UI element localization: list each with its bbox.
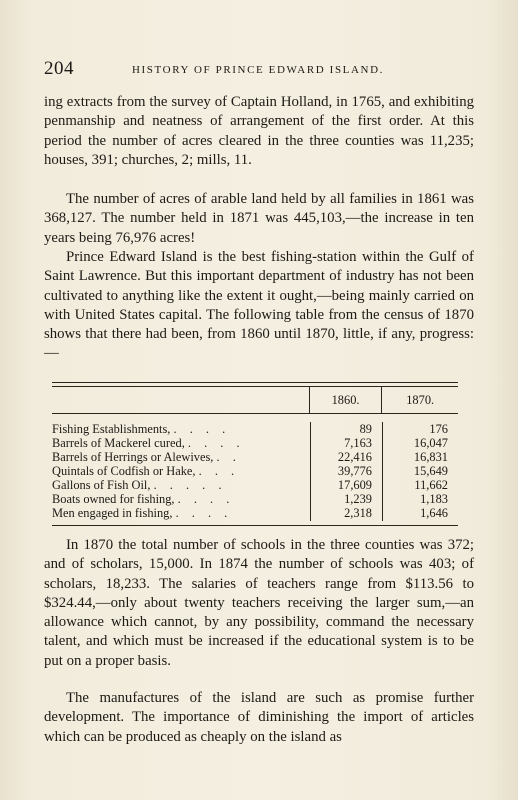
cell-1870: 1,646 (382, 507, 458, 521)
leader-dots: . . . . (177, 492, 235, 507)
row-label: Men engaged in fishing, (52, 506, 173, 521)
table-row (52, 507, 458, 521)
row-label: Gallons of Fish Oil, (52, 477, 151, 492)
table-row (52, 422, 458, 436)
fisheries-table (52, 382, 458, 526)
cell-1870: 1,183 (382, 492, 458, 506)
paragraph-schools: In 1870 the total number of schools in the three counties was 372; and of scholars, 15,000. In 1874 the number of schools was 403; of scholars, 18,233. The salaries of teachers range from $113.56 to $324.44,—only about twenty teachers receiving the larger sum,—an allowance which cannot, by any possibility, command the necessary talent, and which must be increased if the educational system is to be put on a proper basis. (44, 537, 474, 669)
table-row (52, 450, 458, 464)
leader-dots: . . (216, 449, 241, 464)
cell-1860: 22,416 (310, 450, 382, 464)
table-row (52, 492, 458, 506)
paragraph-arable-land: The number of acres of arable land held by all families in 1861 was 368,127. The number held in 1871 was 445,103,—the increase in ten years being 76,976 acres! (44, 191, 474, 246)
table-body (52, 414, 458, 526)
table-row (52, 478, 458, 492)
running-head: HISTORY OF PRINCE EDWARD ISLAND. (132, 64, 384, 76)
cell-1870: 16,831 (382, 450, 458, 464)
cell-1860: 2,318 (310, 507, 382, 521)
leader-dots: . . . . . (153, 477, 227, 492)
row-label: Boats owned for fishing, (52, 492, 175, 507)
cell-1870: 11,662 (382, 478, 458, 492)
cell-1860: 1,239 (310, 492, 382, 506)
table-row (52, 464, 458, 478)
leader-dots: . . . . (173, 421, 231, 436)
paragraph-holland-survey: ing extracts from the survey of Captain Holland, in 1765, and exhibiting penmanship and neatness of arrangement of the first order. At this period the number of acres cleared in the three counties was 11,235; houses, 391; churches, 2; mills, 11. (44, 94, 474, 168)
cell-1860: 7,163 (310, 436, 382, 450)
cell-1870: 176 (382, 422, 458, 436)
paragraph-fishing-station: Prince Edward Island is the best fishing-station within the Gulf of Saint Lawrence. But this important department of industry has not been cultivated to anything like the extent it ought,—being mainly carried on with United States capital. The following table from the census of 1870 shows that there had been, from 1860 until 1870, little, if any, progress:— (44, 249, 474, 362)
cell-1870: 16,047 (382, 436, 458, 450)
row-label: Barrels of Mackerel cured, (52, 435, 185, 450)
row-label: Barrels of Herrings or Alewives, (52, 449, 214, 464)
row-label: Fishing Establishments, (52, 421, 171, 436)
leader-dots: . . . . (187, 435, 245, 450)
leader-dots: . . . . (175, 506, 233, 521)
header-1860: 1860. (309, 387, 382, 413)
cell-1860: 89 (310, 422, 382, 436)
page-number: 204 (44, 58, 74, 79)
cell-1870: 15,649 (382, 464, 458, 478)
paragraph-manufactures: The manufactures of the island are such as promise further development. The importance of diminishing the import of articles which can be produced as cheaply on the island as (44, 690, 474, 745)
page-header (44, 58, 474, 80)
leader-dots: . . . (198, 463, 240, 478)
table-row (52, 436, 458, 450)
header-1870: 1870. (381, 387, 458, 413)
cell-1860: 39,776 (310, 464, 382, 478)
table-header-row (52, 387, 458, 414)
row-label: Quintals of Codfish or Hake, (52, 463, 196, 478)
cell-1860: 17,609 (310, 478, 382, 492)
